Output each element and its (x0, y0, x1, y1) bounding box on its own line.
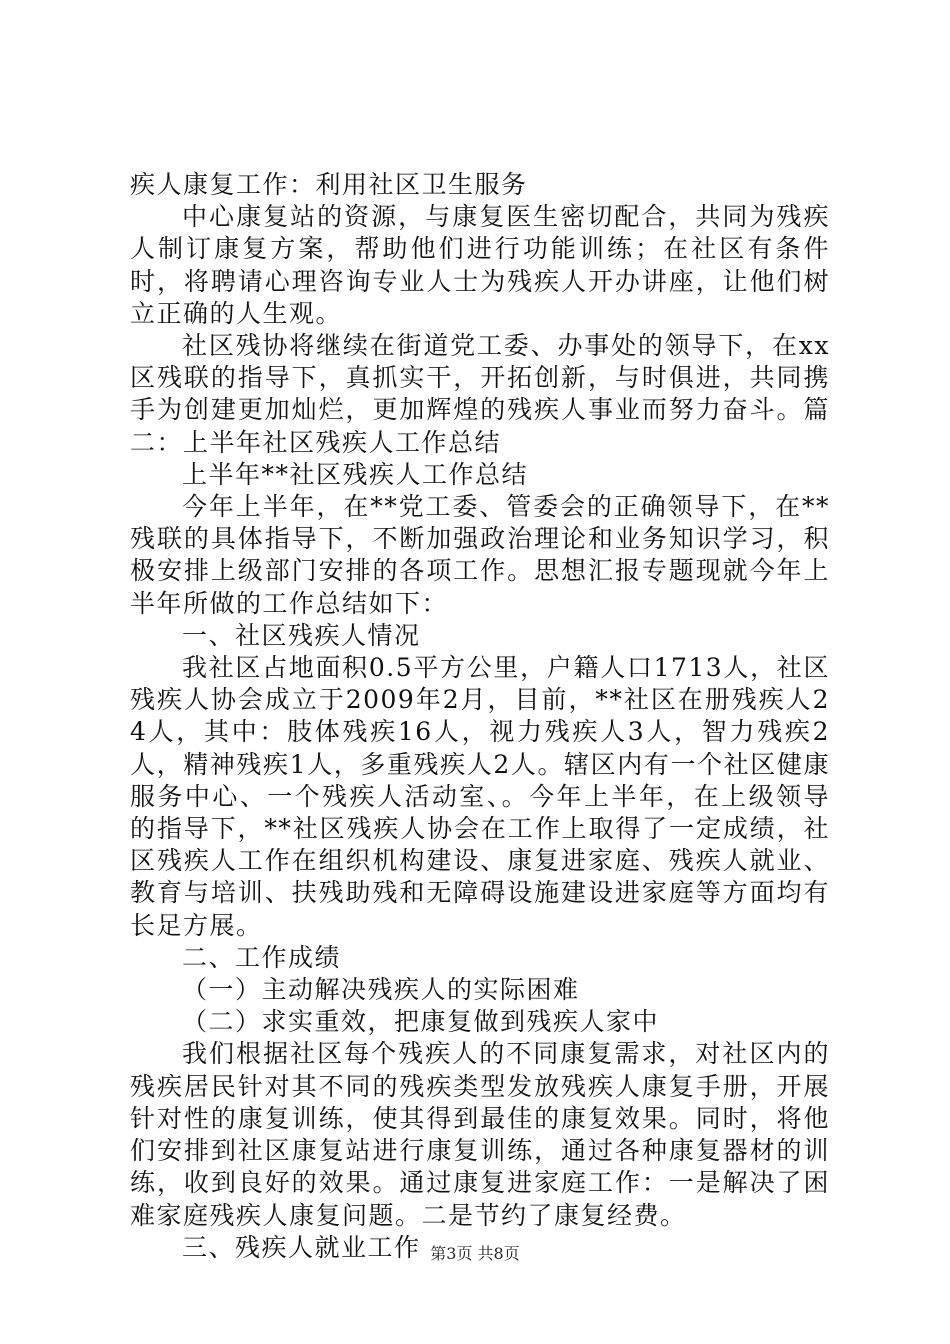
paragraph: 我社区占地面积0.5平方公里，户籍人口1713人，社区残疾人协会成立于2009年2月，目前，**社区在册残疾人24人，其中：肢体残疾16人，视力残疾人3人，智力残疾2人，精神残疾1人，多重残疾人2人。辖区内有一个社区健康服务中心、一个残疾人活动室、。今年上半年，在上级领导的指导下，**社区残疾人协会在工作上取得了一定成绩，社区残疾人工作在组织机构建设、康复进家庭、残疾人就业、教育与培训、扶残助残和无障碍设施建设进家庭等方面均有长足方展。 (130, 653, 830, 940)
subsection-heading: （一）主动解决残疾人的实际困难 (182, 975, 580, 1005)
page-footer (0, 1243, 950, 1265)
page-number-label: 第3页 共8页 (430, 1244, 520, 1263)
paragraph: 疾人康复工作：利用社区卫生服务 (130, 170, 528, 199)
paragraph: 今年上半年，在**党工委、管委会的正确领导下，在**残联的具体指导下，不断加强政治理论和业务知识学习，积极安排上级部门安排的各项工作。思想汇报专题现就今年上半年所做的工作总结如下： (130, 492, 830, 618)
paragraph: 中心康复站的资源，与康复医生密切配合，共同为残疾人制订康复方案，帮助他们进行功能训练；在社区有条件时，将聘请心理咨询专业人士为残疾人开办讲座，让他们树立正确的人生观。 (130, 202, 830, 328)
section-heading: 一、社区残疾人情况 (182, 620, 421, 650)
subsection-heading: （二）求实重效，把康复做到残疾人家中 (182, 1007, 660, 1037)
paragraph: 我们根据社区每个残疾人的不同康复需求，对社区内的残疾居民针对其不同的残疾类型发放残疾人康复手册，开展针对性的康复训练，使其得到最佳的康复效果。同时，将他们安排到社区康复站进行康复训练，通过各种康复器材的训练，收到良好的效果。通过康复进家庭工作：一是解决了困难家庭残疾人康复问题。二是节约了康复经费。 (130, 1039, 830, 1230)
section-heading: 二、工作成绩 (182, 942, 342, 972)
section-heading: 三、残疾人就业工作 (182, 1232, 421, 1262)
section-heading: 上半年**社区残疾人工作总结 (182, 459, 529, 489)
paragraph: 社区残协将继续在街道党工委、办事处的领导下，在xx区残联的指导下，真抓实干，开拓创新，与时俱进，共同携手为创建更加灿烂，更加辉煌的残疾人事业而努力奋斗。篇二：上半年社区残疾人工作总结 (130, 331, 830, 457)
document-body (130, 169, 830, 1264)
